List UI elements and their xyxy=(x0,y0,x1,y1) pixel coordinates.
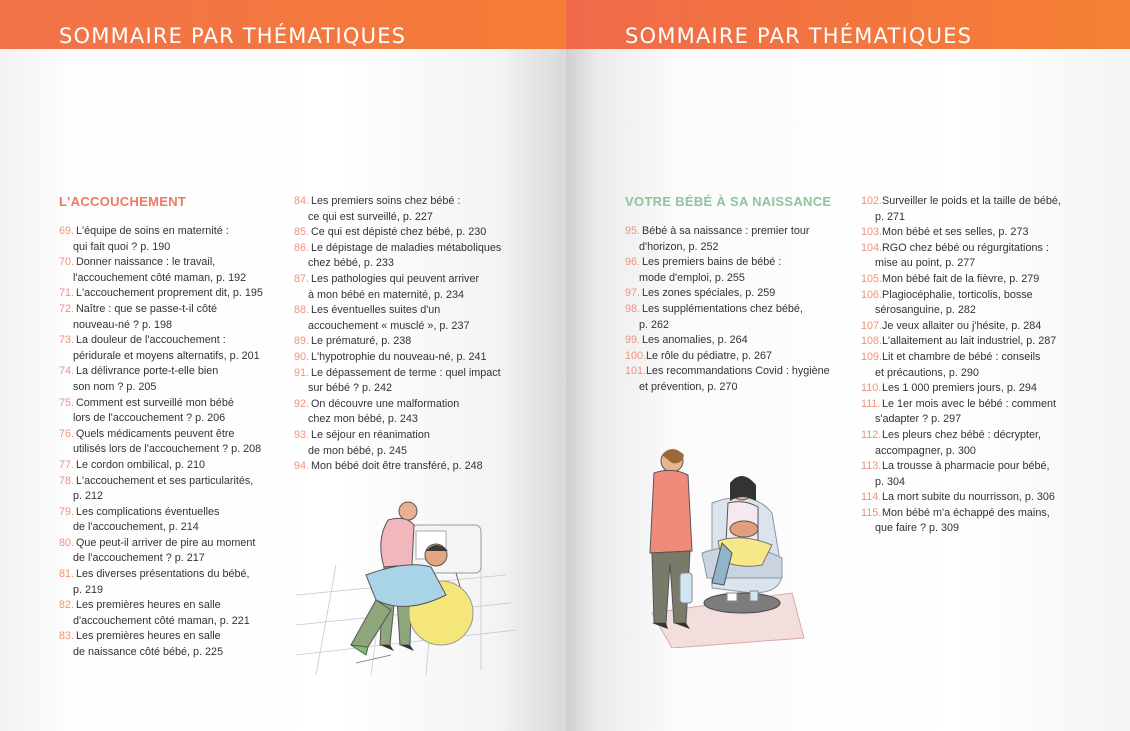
toc-entry xyxy=(861,506,1091,537)
toc-entry-number: 91. xyxy=(294,366,310,379)
toc-entry-text: Les premières heures en salle xyxy=(76,630,221,643)
toc-entry-text: Les premières heures en salle xyxy=(76,599,221,612)
toc-entry xyxy=(59,598,284,629)
toc-entry-text: Le séjour en réanimation xyxy=(311,428,430,441)
toc-entry xyxy=(625,364,850,395)
toc-entry xyxy=(294,459,524,475)
toc-entry xyxy=(59,474,284,505)
breastfeeding-illustration xyxy=(632,443,807,648)
toc-entry xyxy=(625,333,850,349)
toc-entry xyxy=(861,459,1091,490)
toc-entry xyxy=(861,350,1091,381)
toc-entry-text: Le dépistage de maladies métaboliques xyxy=(311,241,502,254)
toc-entry-number: 83. xyxy=(59,630,75,643)
toc-column xyxy=(294,194,524,475)
toc-column xyxy=(59,224,284,661)
header-title: SOMMAIRE PAR THÉMATIQUES xyxy=(59,24,407,48)
section-title: L'ACCOUCHEMENT xyxy=(59,194,187,209)
toc-entry xyxy=(59,427,284,458)
toc-entry-text: accouchement « musclé », p. 237 xyxy=(308,319,470,332)
toc-entry-text: mode d'emploi, p. 255 xyxy=(639,271,745,284)
toc-entry-text: et précautions, p. 290 xyxy=(875,366,979,379)
toc-entry-number: 114. xyxy=(861,491,882,504)
toc-entry xyxy=(861,490,1091,506)
toc-entry-number: 102. xyxy=(861,195,883,207)
toc-entry-text: Mon bébé et ses selles, p. 273 xyxy=(882,226,1029,239)
toc-entry-text: p. 304 xyxy=(875,475,906,488)
toc-entry-number: 115. xyxy=(861,506,882,519)
toc-entry-text: Mon bébé fait de la fièvre, p. 279 xyxy=(882,272,1040,285)
toc-entry xyxy=(294,272,524,303)
toc-entry-text: Comment est surveillé mon bébé xyxy=(76,396,234,409)
toc-entry-text: La mort subite du nourrisson, p. 306 xyxy=(882,491,1055,504)
toc-entry-number: 87. xyxy=(294,272,310,285)
toc-entry xyxy=(625,224,850,255)
toc-entry xyxy=(59,255,284,286)
toc-entry xyxy=(294,366,524,397)
toc-entry-text: Les pathologies qui peuvent arriver xyxy=(311,272,480,285)
toc-entry-number: 84. xyxy=(294,195,310,207)
toc-entry-text: chez mon bébé, p. 243 xyxy=(308,413,418,426)
toc-entry-text: L'accouchement proprement dit, p. 195 xyxy=(76,287,263,300)
toc-entry-text: L'hypotrophie du nouveau-né, p. 241 xyxy=(311,350,487,363)
toc-entry-text: de naissance côté bébé, p. 225 xyxy=(73,646,224,659)
toc-entry xyxy=(861,428,1091,459)
toc-entry-number: 93. xyxy=(294,428,310,441)
toc-entry-number: 88. xyxy=(294,304,310,317)
toc-entry-number: 90. xyxy=(294,350,310,363)
toc-entry xyxy=(59,505,284,536)
toc-entry-number: 92. xyxy=(294,397,310,410)
toc-entry-text: sur bébé ? p. 242 xyxy=(308,382,393,395)
toc-entry-number: 96. xyxy=(625,256,641,269)
toc-entry xyxy=(59,629,284,660)
toc-entry-number: 99. xyxy=(625,334,641,347)
toc-entry-text: Les éventuelles suites d'un xyxy=(311,304,441,317)
toc-entry-text: Le cordon ombilical, p. 210 xyxy=(76,458,206,471)
toc-entry-number: 108. xyxy=(861,335,883,348)
toc-entry-number: 109. xyxy=(861,350,883,363)
toc-entry-text: Quels médicaments peuvent être xyxy=(76,427,235,440)
toc-entry-number: 112. xyxy=(861,428,882,441)
toc-entry xyxy=(294,225,524,241)
toc-entry-number: 107. xyxy=(861,319,883,332)
toc-entry xyxy=(625,255,850,286)
toc-entry xyxy=(861,272,1091,288)
toc-entry-number: 80. xyxy=(59,536,75,549)
toc-entry-text: son nom ? p. 205 xyxy=(73,380,157,393)
toc-entry xyxy=(861,241,1091,272)
toc-entry-text: l'accouchement côté maman, p. 192 xyxy=(73,271,247,284)
toc-entry xyxy=(625,302,850,333)
toc-entry-text: RGO chez bébé ou régurgitations : xyxy=(882,241,1049,254)
toc-entry-text: de l'accouchement ? p. 217 xyxy=(73,552,205,565)
toc-entry xyxy=(59,567,284,598)
toc-entry-text: d'horizon, p. 252 xyxy=(639,240,719,253)
toc-entry-text: Les premiers bains de bébé : xyxy=(642,256,782,269)
toc-entry xyxy=(59,224,284,255)
toc-entry-text: p. 271 xyxy=(875,210,906,223)
toc-entry-text: Le 1er mois avec le bébé : comment xyxy=(882,397,1057,410)
toc-entry-number: 75. xyxy=(59,396,75,409)
toc-entry-text: La délivrance porte-t-elle bien xyxy=(76,365,219,378)
header-title: SOMMAIRE PAR THÉMATIQUES xyxy=(625,24,973,48)
toc-entry-number: 113. xyxy=(861,460,882,473)
toc-entry-text: utilisés lors de l'accouchement ? p. 208 xyxy=(73,443,262,456)
toc-entry xyxy=(59,458,284,474)
toc-entry-number: 74. xyxy=(59,365,75,378)
toc-entry xyxy=(861,319,1091,335)
toc-entry-number: 98. xyxy=(625,302,641,315)
toc-entry-number: 81. xyxy=(59,568,75,581)
toc-entry-text: qui fait quoi ? p. 190 xyxy=(73,240,171,253)
toc-entry-number: 103. xyxy=(861,226,883,239)
toc-entry-text: Les diverses présentations du bébé, xyxy=(76,568,250,581)
labor-illustration xyxy=(296,495,516,675)
toc-entry-number: 76. xyxy=(59,427,75,440)
toc-entry xyxy=(294,303,524,334)
toc-entry-text: Les supplémentations chez bébé, xyxy=(642,302,803,315)
toc-entry-text: Lit et chambre de bébé : conseils xyxy=(882,350,1041,363)
toc-entry-text: Le dépassement de terme : quel impact xyxy=(311,366,501,379)
toc-entry xyxy=(59,364,284,395)
toc-entry-text: Surveiller le poids et la taille de bébé, xyxy=(882,195,1061,207)
toc-entry-text: L'allaitement au lait industriel, p. 287 xyxy=(882,335,1057,348)
toc-entry-number: 100. xyxy=(625,349,647,362)
toc-entry xyxy=(59,333,284,364)
toc-entry-text: Mon bébé doit être transféré, p. 248 xyxy=(311,460,483,473)
toc-entry-text: On découvre une malformation xyxy=(311,397,460,410)
toc-entry-number: 104. xyxy=(861,241,883,254)
toc-entry-text: Je veux allaiter ou j'hésite, p. 284 xyxy=(882,319,1042,332)
toc-entry-text: La trousse à pharmacie pour bébé, xyxy=(882,460,1050,473)
toc-entry-text: mise au point, p. 277 xyxy=(875,257,976,270)
toc-entry-text: Mon bébé m'a échappé des mains, xyxy=(882,506,1050,519)
toc-entry-text: Les complications éventuelles xyxy=(76,505,220,518)
toc-entry-number: 86. xyxy=(294,241,310,254)
page-header xyxy=(0,0,566,49)
toc-entry xyxy=(59,536,284,567)
toc-entry-text: Naître : que se passe-t-il côté xyxy=(76,302,218,315)
toc-entry-number: 82. xyxy=(59,599,75,612)
toc-entry-number: 95. xyxy=(625,225,641,237)
toc-entry-text: p. 212 xyxy=(73,490,104,503)
toc-entry-text: d'accouchement côté maman, p. 221 xyxy=(73,614,250,627)
toc-entry-text: L'équipe de soins en maternité : xyxy=(76,225,229,237)
toc-entry-text: L'accouchement et ses particularités, xyxy=(76,474,254,487)
toc-entry-text: Les premiers soins chez bébé : xyxy=(311,195,461,207)
toc-entry xyxy=(294,397,524,428)
toc-entry xyxy=(861,288,1091,319)
toc-entry xyxy=(625,349,850,365)
toc-entry-text: de l'accouchement, p. 214 xyxy=(73,521,199,534)
toc-entry-text: de mon bébé, p. 245 xyxy=(308,444,408,457)
toc-entry xyxy=(59,286,284,302)
toc-entry xyxy=(294,428,524,459)
toc-entry-number: 72. xyxy=(59,302,75,315)
toc-entry-text: Plagiocéphalie, torticolis, bosse xyxy=(882,288,1033,301)
toc-entry-number: 111. xyxy=(861,397,881,410)
page-header xyxy=(566,0,1130,49)
toc-entry-text: Ce qui est dépisté chez bébé, p. 230 xyxy=(311,226,487,239)
toc-entry-number: 106. xyxy=(861,288,883,301)
toc-entry-text: Le rôle du pédiatre, p. 267 xyxy=(646,349,773,362)
toc-entry-number: 105. xyxy=(861,272,883,285)
toc-entry-text: Les recommandations Covid : hygiène xyxy=(646,365,830,378)
toc-entry-text: Les 1 000 premiers jours, p. 294 xyxy=(882,382,1037,395)
toc-entry xyxy=(294,241,524,272)
toc-entry xyxy=(861,381,1091,397)
toc-entry-text: p. 219 xyxy=(73,583,104,596)
toc-entry xyxy=(861,194,1091,225)
toc-entry-number: 101. xyxy=(625,365,647,378)
toc-entry-number: 85. xyxy=(294,226,310,239)
toc-column xyxy=(861,194,1091,537)
toc-entry-text: ce qui est surveillé, p. 227 xyxy=(308,210,433,223)
toc-entry xyxy=(861,334,1091,350)
toc-column xyxy=(625,224,850,396)
toc-entry xyxy=(861,225,1091,241)
toc-entry-text: Les anomalies, p. 264 xyxy=(642,334,748,347)
toc-entry-number: 69. xyxy=(59,225,75,237)
toc-entry xyxy=(59,396,284,427)
toc-entry-text: Bébé à sa naissance : premier tour xyxy=(642,225,810,237)
toc-entry xyxy=(294,350,524,366)
toc-entry-number: 79. xyxy=(59,505,75,518)
toc-entry-text: à mon bébé en maternité, p. 234 xyxy=(308,288,465,301)
toc-entry-number: 71. xyxy=(59,287,75,300)
right-page xyxy=(566,0,1130,731)
toc-entry-text: Que peut-il arriver de pire au moment xyxy=(76,536,256,549)
toc-entry-text: chez bébé, p. 233 xyxy=(308,257,394,270)
toc-entry-number: 89. xyxy=(294,335,310,348)
toc-entry-text: p. 262 xyxy=(639,318,670,331)
toc-entry-number: 94. xyxy=(294,460,310,473)
toc-entry-number: 77. xyxy=(59,458,75,471)
section-title: VOTRE BÉBÉ À SA NAISSANCE xyxy=(625,194,832,209)
toc-entry-text: et prévention, p. 270 xyxy=(639,380,738,393)
toc-entry-text: Les zones spéciales, p. 259 xyxy=(642,287,776,300)
toc-entry-number: 97. xyxy=(625,287,641,300)
toc-entry xyxy=(294,194,524,225)
toc-entry-text: péridurale et moyens alternatifs, p. 201 xyxy=(73,349,260,362)
toc-entry-number: 73. xyxy=(59,334,75,347)
toc-entry-number: 110. xyxy=(861,382,882,395)
toc-entry-text: sérosanguine, p. 282 xyxy=(875,304,976,317)
toc-entry xyxy=(59,302,284,333)
toc-entry-number: 70. xyxy=(59,256,75,269)
toc-entry-text: Donner naissance : le travail, xyxy=(76,256,216,269)
toc-entry-text: Les pleurs chez bébé : décrypter, xyxy=(882,428,1042,441)
toc-entry-text: s'adapter ? p. 297 xyxy=(875,413,962,426)
toc-entry-text: Le prématuré, p. 238 xyxy=(311,335,412,348)
toc-entry xyxy=(861,397,1091,428)
toc-entry-number: 78. xyxy=(59,474,75,487)
toc-entry-text: que faire ? p. 309 xyxy=(875,522,960,535)
toc-entry xyxy=(294,334,524,350)
toc-entry xyxy=(625,286,850,302)
toc-entry-text: lors de l'accouchement ? p. 206 xyxy=(73,412,226,425)
toc-entry-text: accompagner, p. 300 xyxy=(875,444,976,457)
toc-entry-text: nouveau-né ? p. 198 xyxy=(73,318,173,331)
toc-entry-text: La douleur de l'accouchement : xyxy=(76,334,226,347)
